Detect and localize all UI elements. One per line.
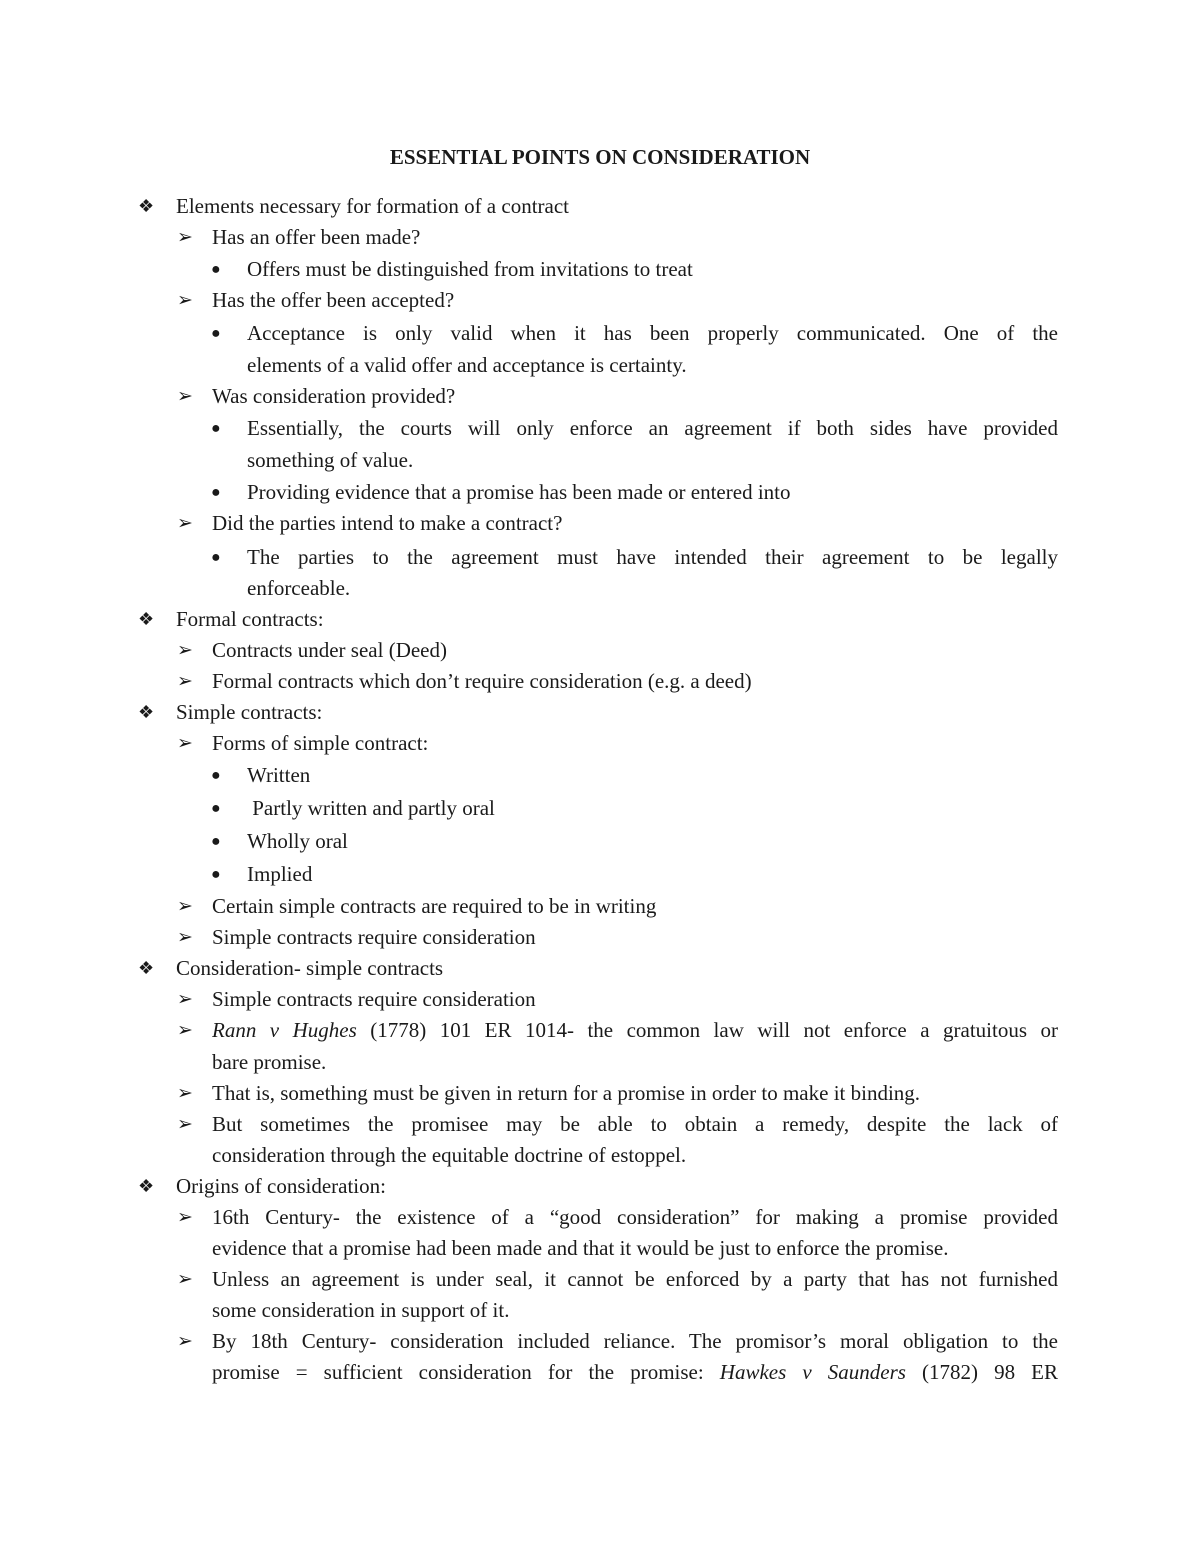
list-item-continuation	[0, 1140, 1200, 1171]
list-item	[0, 728, 1200, 759]
list-item-text: something of value.	[247, 448, 414, 472]
section-heading: Formal contracts:	[176, 607, 324, 631]
list-item-continuation	[0, 1233, 1200, 1264]
arrow-bullet-icon: ➢	[177, 1114, 193, 1135]
section-simple-contracts	[0, 697, 1200, 728]
dot-bullet-icon: ●	[211, 866, 221, 883]
list-item	[0, 413, 1200, 444]
dot-bullet-icon: ●	[211, 420, 221, 437]
text-segment: promise = sufficient consideration for the promise:	[212, 1360, 720, 1384]
arrow-bullet-icon: ➢	[177, 927, 193, 948]
list-item-text: Simple contracts require consideration	[212, 987, 536, 1011]
arrow-bullet-icon: ➢	[177, 640, 193, 661]
arrow-bullet-icon: ➢	[177, 290, 193, 311]
diamond-bullet-icon: ❖	[138, 958, 155, 978]
list-item	[0, 760, 1200, 791]
list-item-text: bare promise.	[212, 1050, 327, 1074]
list-item-text: Wholly oral	[247, 829, 348, 853]
list-item	[0, 477, 1200, 508]
list-item	[0, 254, 1200, 285]
section-consideration-simple	[0, 953, 1200, 984]
arrow-bullet-icon: ➢	[177, 733, 193, 754]
list-item-text: By 18th Century- consideration included reliance. The promisor’s moral obligation to the	[212, 1329, 1058, 1353]
list-item-text: Providing evidence that a promise has been made or entered into	[247, 480, 791, 504]
list-item-text: Has the offer been accepted?	[212, 288, 455, 312]
dot-bullet-icon: ●	[211, 767, 221, 784]
list-item-text: Was consideration provided?	[212, 384, 456, 408]
list-item-text: evidence that a promise had been made and that it would be just to enforce the promise.	[212, 1236, 949, 1260]
list-item	[0, 859, 1200, 890]
arrow-bullet-icon: ➢	[177, 671, 193, 692]
section-heading: Origins of consideration:	[176, 1174, 386, 1198]
dot-bullet-icon: ●	[211, 833, 221, 850]
section-elements	[0, 191, 1200, 222]
list-item	[0, 1326, 1200, 1357]
list-item	[0, 1202, 1200, 1233]
list-item-text: The parties to the agreement must have intended their agreement to be legally	[247, 545, 1058, 569]
section-heading: Elements necessary for formation of a contract	[176, 194, 570, 218]
dot-bullet-icon: ●	[211, 261, 221, 278]
diamond-bullet-icon: ❖	[138, 196, 155, 216]
arrow-bullet-icon: ➢	[177, 386, 193, 407]
dot-bullet-icon: ●	[211, 484, 221, 501]
list-item-text: Partly written and partly oral	[247, 796, 495, 820]
arrow-bullet-icon: ➢	[177, 1020, 193, 1041]
list-item-continuation	[0, 445, 1200, 476]
list-item-text	[212, 1015, 1058, 1046]
list-item-text: Unless an agreement is under seal, it cannot be enforced by a party that has not furnished	[212, 1267, 1058, 1291]
list-item	[0, 793, 1200, 824]
diamond-bullet-icon: ❖	[138, 702, 155, 722]
arrow-bullet-icon: ➢	[177, 513, 193, 534]
dot-bullet-icon: ●	[211, 325, 221, 342]
arrow-bullet-icon: ➢	[177, 1331, 193, 1352]
list-item-continuation	[0, 350, 1200, 381]
list-item-text: Formal contracts which don’t require consideration (e.g. a deed)	[212, 669, 752, 693]
arrow-bullet-icon: ➢	[177, 1083, 193, 1104]
list-item-text: Offers must be distinguished from invitations to treat	[247, 257, 693, 281]
list-item	[0, 826, 1200, 857]
list-item-text: consideration through the equitable doctrine of estoppel.	[212, 1143, 687, 1167]
list-item	[0, 635, 1200, 666]
diamond-bullet-icon: ❖	[138, 1176, 155, 1196]
section-heading: Consideration- simple contracts	[176, 956, 444, 980]
list-item-text: Acceptance is only valid when it has been properly communicated. One of the	[247, 321, 1058, 345]
list-item-text: 16th Century- the existence of a “good consideration” for making a promise provided	[212, 1205, 1058, 1229]
section-formal-contracts	[0, 604, 1200, 635]
list-item	[0, 891, 1200, 922]
list-item	[0, 922, 1200, 953]
arrow-bullet-icon: ➢	[177, 896, 193, 917]
list-item	[0, 984, 1200, 1015]
arrow-bullet-icon: ➢	[177, 989, 193, 1010]
arrow-bullet-icon: ➢	[177, 227, 193, 248]
case-name: Hawkes v Saunders	[719, 1360, 906, 1384]
list-item	[0, 1264, 1200, 1295]
list-item	[0, 508, 1200, 539]
list-item-text: That is, something must be given in return for a promise in order to make it binding.	[212, 1081, 921, 1105]
list-item-text: Implied	[247, 862, 313, 886]
page-title: ESSENTIAL POINTS ON CONSIDERATION	[389, 145, 811, 169]
list-item-text: But sometimes the promisee may be able to obtain a remedy, despite the lack of	[212, 1112, 1058, 1136]
list-item	[0, 381, 1200, 412]
list-item-text: Written	[247, 763, 311, 787]
list-item-text: enforceable.	[247, 576, 351, 600]
list-item-continuation	[0, 1357, 1200, 1388]
list-item-text: Has an offer been made?	[212, 225, 421, 249]
case-citation: (1778) 101 ER 1014- the common law will not enforce a gratuitous or	[356, 1018, 1058, 1042]
list-item-text: elements of a valid offer and acceptance is certainty.	[247, 353, 687, 377]
section-heading: Simple contracts:	[176, 700, 323, 724]
arrow-bullet-icon: ➢	[177, 1207, 193, 1228]
case-citation: (1782) 98 ER	[905, 1360, 1058, 1384]
case-name: Rann v Hughes	[212, 1018, 357, 1042]
list-item	[0, 1109, 1200, 1140]
list-item-continuation	[0, 573, 1200, 604]
list-item	[0, 222, 1200, 253]
list-item-text: Contracts under seal (Deed)	[212, 638, 447, 662]
dot-bullet-icon: ●	[211, 800, 221, 817]
list-item	[0, 542, 1200, 573]
list-item-text	[212, 1357, 1058, 1388]
section-origins	[0, 1171, 1200, 1202]
list-item-text: Did the parties intend to make a contract?	[212, 511, 563, 535]
arrow-bullet-icon: ➢	[177, 1269, 193, 1290]
list-item	[0, 285, 1200, 316]
dot-bullet-icon: ●	[211, 549, 221, 566]
list-item-continuation	[0, 1295, 1200, 1326]
list-item-text: Forms of simple contract:	[212, 731, 429, 755]
list-item-text: Simple contracts require consideration	[212, 925, 536, 949]
list-item	[0, 318, 1200, 349]
list-item	[0, 666, 1200, 697]
list-item-text: Essentially, the courts will only enforce an agreement if both sides have provided	[247, 416, 1058, 440]
list-item	[0, 1015, 1200, 1046]
list-item-text: some consideration in support of it.	[212, 1298, 510, 1322]
list-item-text: Certain simple contracts are required to be in writing	[212, 894, 657, 918]
diamond-bullet-icon: ❖	[138, 609, 155, 629]
list-item	[0, 1078, 1200, 1109]
list-item-continuation	[0, 1047, 1200, 1078]
